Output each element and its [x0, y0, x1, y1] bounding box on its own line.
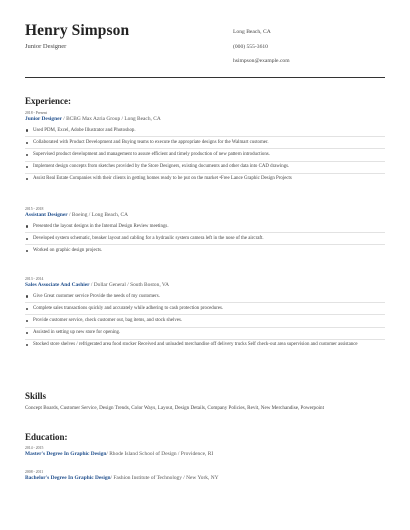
- education-school: / Rhode Island School of Design / Providence, RI: [106, 451, 214, 457]
- job-company: / BCBG Max Azria Group / Long Beach, CA: [61, 116, 161, 122]
- contact-email[interactable]: hsimpson@example.com: [233, 58, 290, 64]
- job-dates: 2015 - 2018: [25, 207, 44, 211]
- job-bullet: Stocked store shelves / refrigerated area food stocker Received and unloaded merchandise off delivery trucks Self check-out area supervision and customer assistance: [25, 340, 385, 351]
- job-title: Junior Designer: [25, 116, 62, 122]
- job-title: Sales Associate And Cashier: [25, 282, 90, 288]
- job-bullet: Implement design concepts from sketches provided by the Store Designers, existing documents and other data into CAD drawings.: [25, 162, 385, 174]
- job-entry: [25, 207, 385, 257]
- skills-list: Concept Boards, Customer Service, Design Trends, Color Ways, Layout, Design Details, Company Policies, Revit, New Merchandise, Powerpoint: [25, 405, 324, 411]
- job-bullet: Developed system schematic, breaker layout and cabling for a hydraulic system camera left in the nose of the aircraft.: [25, 233, 385, 245]
- education-line: [25, 451, 385, 458]
- job-bullet: Give Great customer service Provide the needs of my customers.: [25, 291, 385, 303]
- job-bullet: Complete sales transactions quickly and accurately while adhering to cash protection procedures.: [25, 303, 385, 315]
- skills-heading: Skills: [25, 391, 47, 401]
- job-title-line: [25, 212, 385, 219]
- job-bullet: Presented the layout designs in the Internal Design Review meetings.: [25, 221, 385, 233]
- contact-block: [233, 29, 290, 73]
- job-bullet: Worked on graphic design projects.: [25, 245, 385, 256]
- job-bullets: [25, 221, 385, 257]
- education-dates: 2014 - 2015: [25, 446, 44, 450]
- job-bullets: [25, 125, 385, 185]
- education-degree: Bachelor's Degree In Graphic Design: [25, 475, 111, 481]
- education-school: / Fashion Institute of Technology / New York, NY: [110, 475, 219, 481]
- job-dates: 2013 - 2014: [25, 277, 44, 281]
- job-bullet: Provide customer service, check customer out, bag items, and stock shelves.: [25, 315, 385, 327]
- job-bullet: Supervised product development and management to assure efficient and timely production of new pattern introductions.: [25, 149, 385, 161]
- job-bullet: Collaborated with Product Development and Buying teams to execute the appropriate designs for the Walmart customer.: [25, 137, 385, 149]
- job-title: Assistant Designer: [25, 212, 68, 218]
- job-title-line: [25, 282, 385, 289]
- education-entry: [25, 446, 385, 458]
- education-entry: [25, 470, 385, 482]
- experience-heading: Experience:: [25, 96, 71, 106]
- job-title-line: [25, 116, 385, 123]
- education-dates: 2008 - 2011: [25, 470, 44, 474]
- contact-phone: (000) 555-3610: [233, 43, 268, 50]
- job-bullet: Assisted in setting up new store for opening.: [25, 328, 385, 340]
- job-entry: [25, 111, 385, 185]
- job-bullet: Used PDM, Excel, Adobe Illustrator and Photoshop.: [25, 125, 385, 137]
- candidate-name: Henry Simpson: [25, 22, 130, 39]
- header-divider: [25, 77, 385, 78]
- education-heading: Education:: [25, 432, 68, 442]
- education-degree: Master's Degree In Graphic Design: [25, 451, 107, 457]
- job-dates: 2018 - Present: [25, 111, 47, 115]
- candidate-role: Junior Designer: [25, 43, 67, 50]
- job-bullet: Assist Real Estate Companies with their clients in getting homes ready to be put on the market •Free Lance Graphic Design Projects: [25, 174, 385, 185]
- job-company: / Boeing / Long Beach, CA: [67, 212, 129, 218]
- job-company: / Dollar General / South Boston, VA: [89, 282, 170, 288]
- job-entry: [25, 277, 385, 351]
- education-line: [25, 475, 385, 482]
- job-bullets: [25, 291, 385, 351]
- contact-location: Long Beach, CA: [233, 29, 271, 35]
